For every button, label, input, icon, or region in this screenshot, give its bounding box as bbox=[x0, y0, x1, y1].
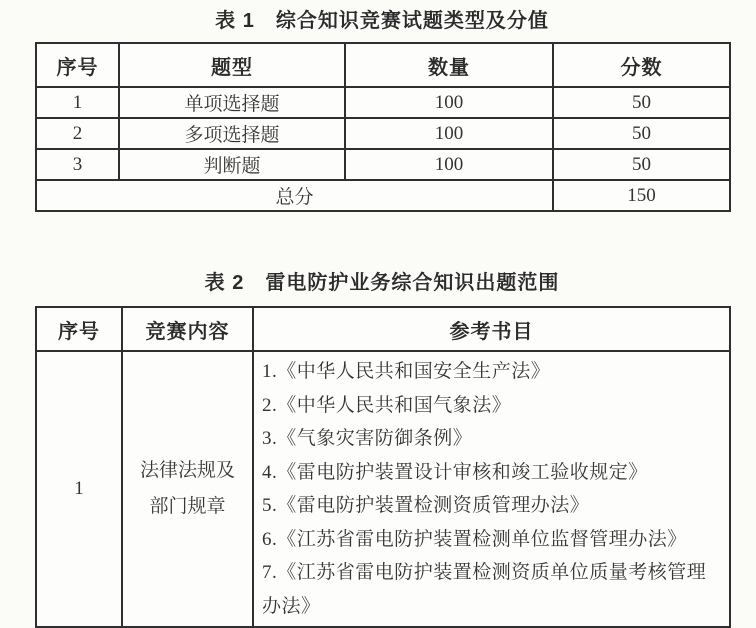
table1-header-row bbox=[36, 43, 730, 87]
total-row bbox=[36, 180, 730, 211]
table-row bbox=[36, 149, 730, 180]
row-count: 100 bbox=[345, 149, 553, 180]
row-type: 判断题 bbox=[119, 149, 345, 180]
table1-header-type: 题型 bbox=[119, 43, 345, 87]
book-item: 6.《江苏省雷电防护装置检测单位监督管理办法》 bbox=[262, 528, 687, 550]
row-books bbox=[253, 351, 730, 627]
row-score: 50 bbox=[553, 118, 730, 149]
row-count: 100 bbox=[345, 87, 553, 118]
content-line: 部门规章 bbox=[149, 496, 226, 517]
table-row bbox=[36, 118, 730, 149]
row-no: 3 bbox=[36, 149, 119, 180]
row-no: 1 bbox=[36, 87, 119, 118]
table1-header-count: 数量 bbox=[345, 43, 553, 87]
book-item: 7.《江苏省雷电防护装置检测资质单位质量考核管理办法》 bbox=[262, 562, 707, 617]
row-score: 50 bbox=[553, 149, 730, 180]
table1-header-score: 分数 bbox=[553, 43, 730, 87]
row-no: 2 bbox=[36, 118, 119, 149]
row-type: 单项选择题 bbox=[119, 87, 345, 118]
book-item: 3.《气象灾害防御条例》 bbox=[262, 428, 473, 449]
row-count: 100 bbox=[345, 118, 553, 149]
table2-header-books: 参考书目 bbox=[253, 307, 730, 351]
table-row bbox=[36, 87, 730, 118]
book-item: 1.《中华人民共和国安全生产法》 bbox=[262, 361, 551, 382]
table-row bbox=[36, 351, 730, 627]
book-item: 4.《雷电防护装置设计审核和竣工验收规定》 bbox=[262, 461, 648, 483]
row-type: 多项选择题 bbox=[119, 118, 345, 149]
table2-title: 表 2 雷电防护业务综合知识出题范围 bbox=[204, 272, 560, 294]
book-item: 2.《中华人民共和国气象法》 bbox=[262, 394, 512, 416]
row-no: 1 bbox=[36, 351, 122, 627]
total-label: 总分 bbox=[36, 180, 553, 211]
content-line: 法律法规及 bbox=[139, 460, 235, 481]
table2-header-content: 竞赛内容 bbox=[122, 307, 253, 351]
total-value: 150 bbox=[553, 180, 730, 211]
row-content bbox=[122, 351, 253, 627]
table1 bbox=[35, 42, 731, 212]
table2-header-row bbox=[36, 307, 730, 351]
row-score: 50 bbox=[553, 87, 730, 118]
table1-title: 表 1 综合知识竞赛试题类型及分值 bbox=[215, 10, 549, 32]
table1-header-no: 序号 bbox=[36, 43, 119, 87]
book-item: 5.《雷电防护装置检测资质管理办法》 bbox=[262, 495, 590, 516]
table2 bbox=[35, 306, 731, 628]
table2-header-no: 序号 bbox=[36, 307, 122, 351]
